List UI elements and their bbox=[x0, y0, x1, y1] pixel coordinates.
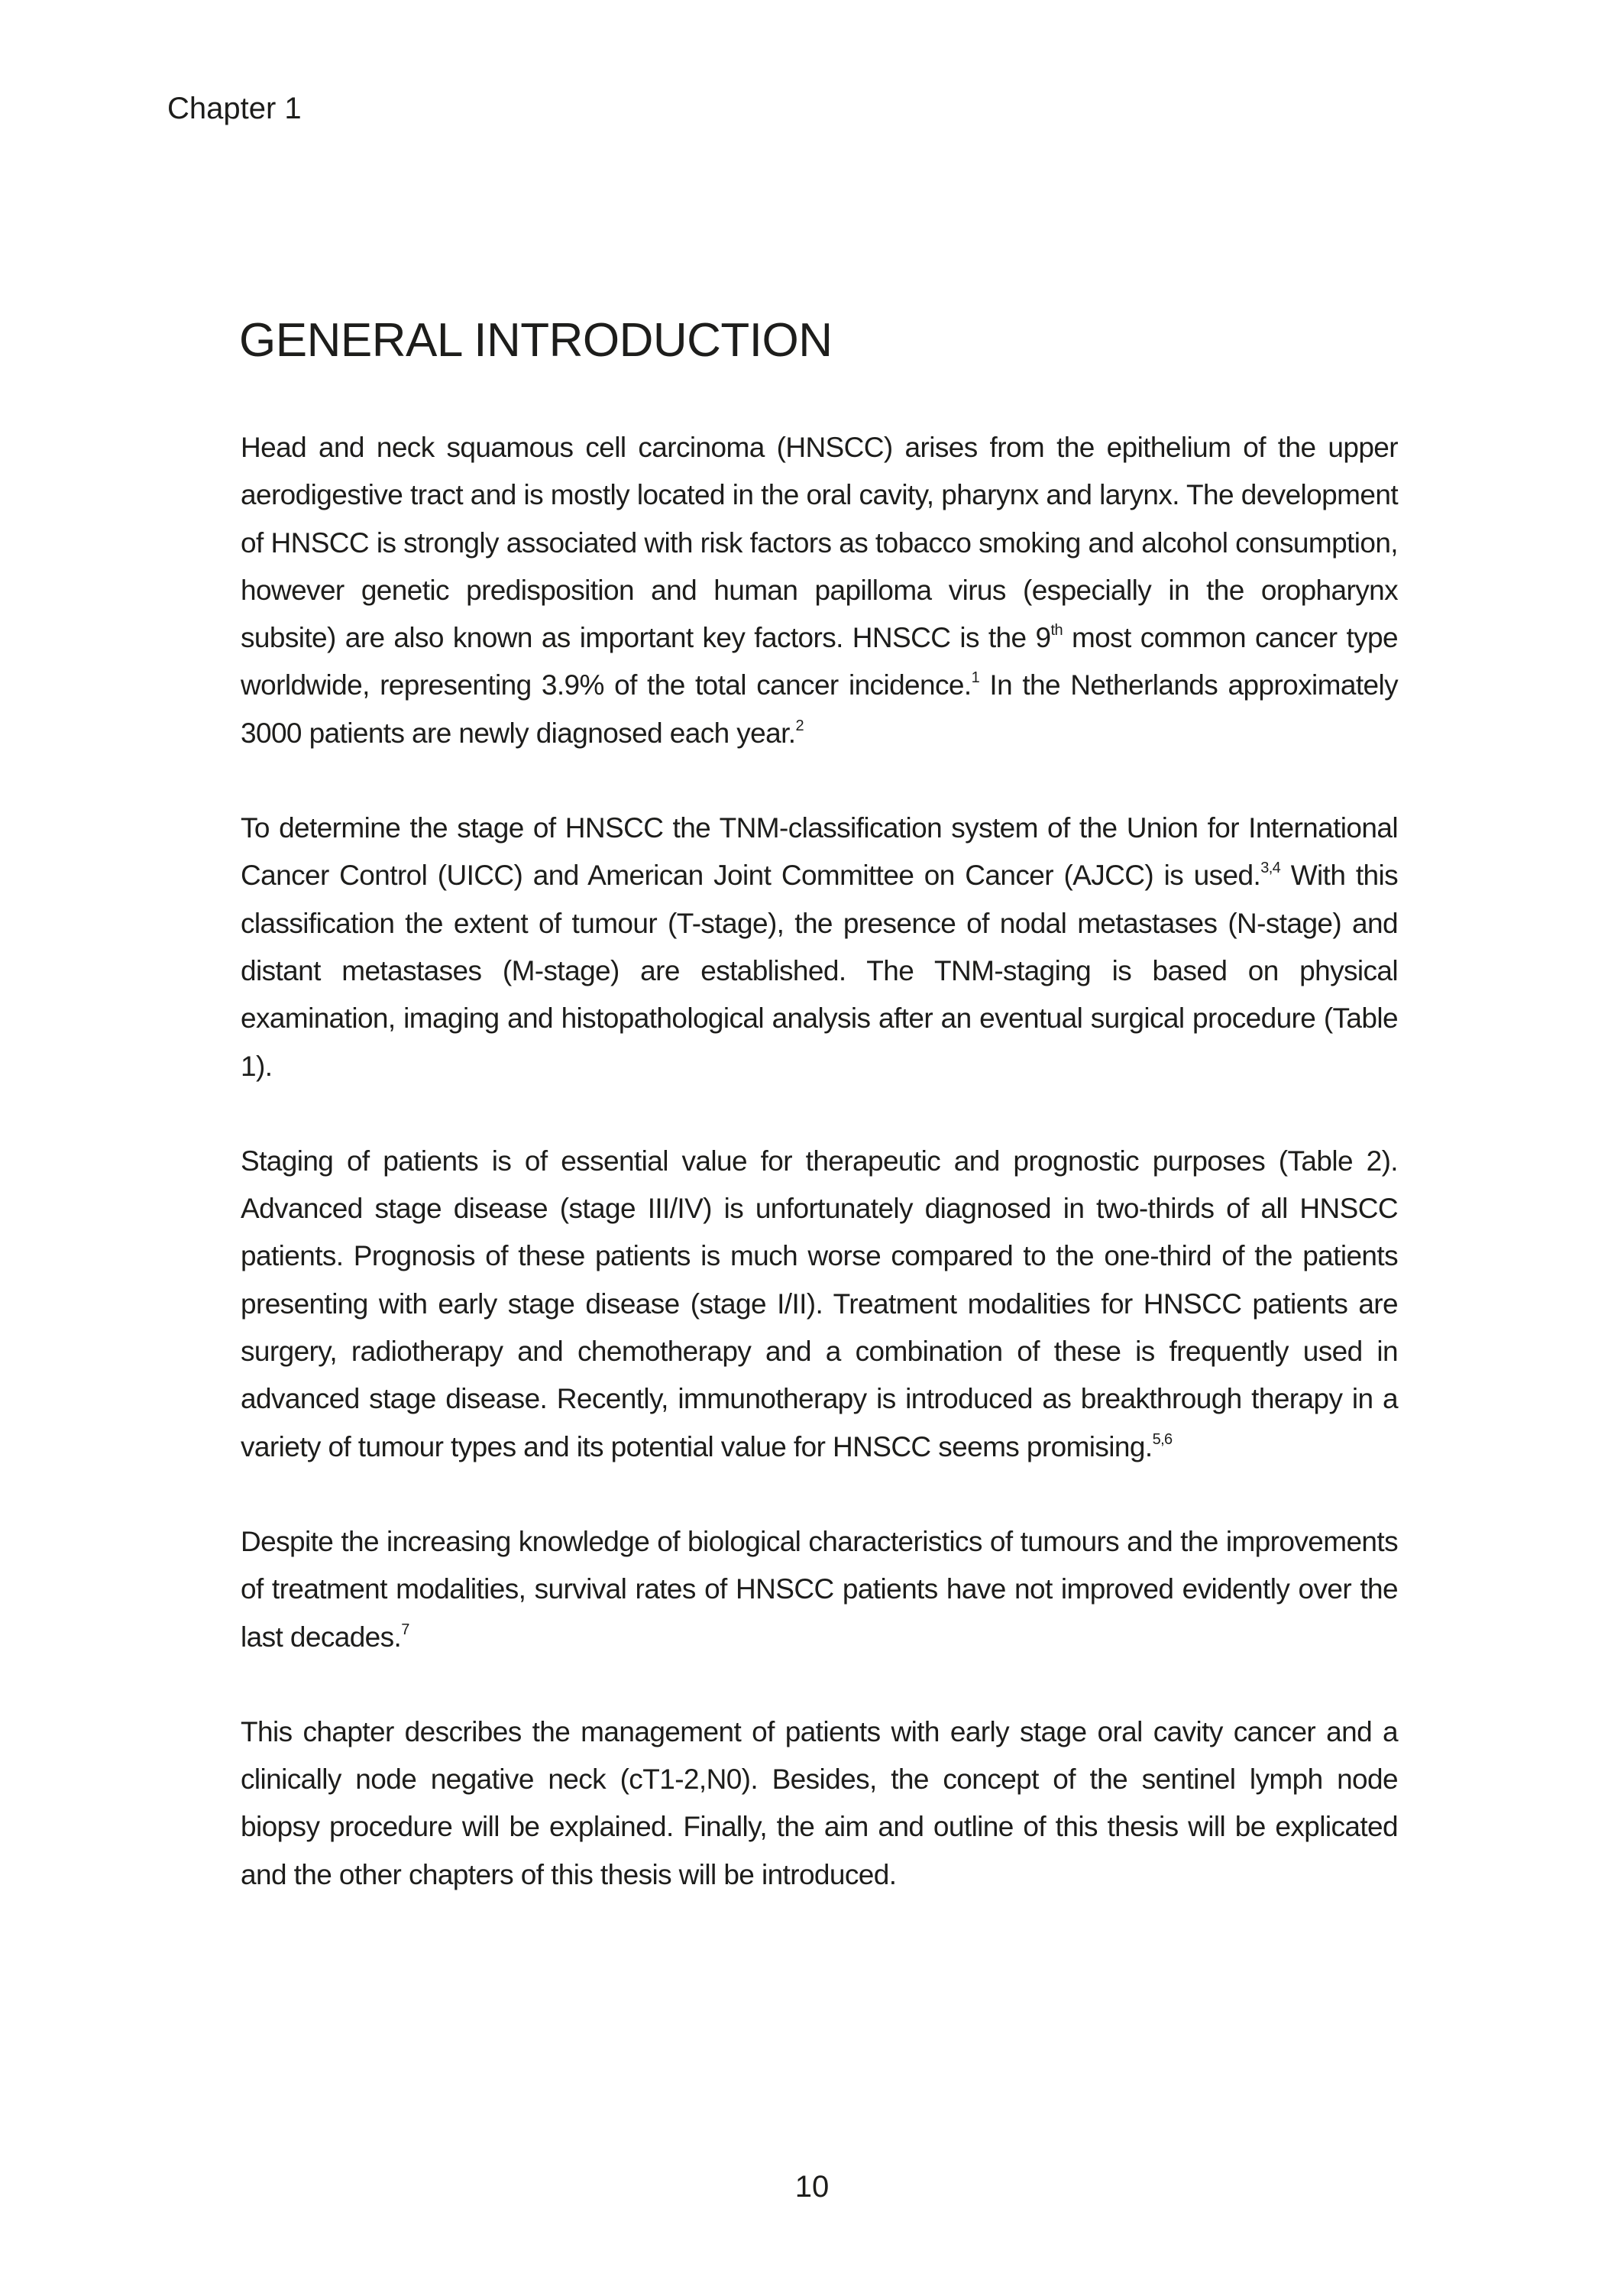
text-segment: To determine the stage of HNSCC the TNM-classification system of the Union for International Cancer Control (UICC) and American Joint Committee on Cancer (AJCC) is used. bbox=[241, 812, 1398, 892]
page-number: 10 bbox=[794, 2170, 830, 2204]
citation-superscript: 2 bbox=[795, 717, 804, 734]
text-segment: This chapter describes the management of patients with early stage oral cavity cancer and a clinically node negative neck (cT1-2,N0). Besides, the concept of the sentinel lymph node biopsy procedure will be explained. Finally, the aim and outline of this thesis will be explicated and the other chapters of this thesis will be introduced. bbox=[241, 1715, 1398, 1890]
ordinal-superscript: th bbox=[1050, 622, 1063, 640]
text-segment: In the Netherlands approximately 3000 patients are newly diagnosed each year. bbox=[241, 669, 1398, 749]
paragraph-survival bbox=[241, 1518, 1398, 1661]
paragraph-staging-treatment bbox=[241, 1138, 1398, 1471]
paragraph-hnscc-overview bbox=[241, 424, 1398, 757]
text-segment: Staging of patients is of essential value for therapeutic and prognostic purposes (Table 2). Advanced stage disease (stage III/IV) is unfortunately diagnosed in two-thirds of all HNSCC patients. Prognosis of these patients is much worse compared to the one-third of the patients presenting with early stage disease (stage I/II). Treatment modalities for HNSCC patients are surgery, radiotherapy and chemotherapy and a combination of these is frequently used in advanced stage disease. Recently, immunotherapy is introduced as breakthrough therapy in a variety of tumour types and its potential value for HNSCC seems promising. bbox=[241, 1145, 1398, 1462]
body-text bbox=[241, 424, 1398, 1946]
citation-superscript: 5,6 bbox=[1152, 1430, 1173, 1448]
citation-superscript: 3,4 bbox=[1260, 860, 1281, 877]
citation-superscript: 7 bbox=[401, 1621, 409, 1638]
text-segment: Despite the increasing knowledge of biological characteristics of tumours and the improvements of treatment modalities, survival rates of HNSCC patients have not improved evidently over the last decades. bbox=[241, 1525, 1398, 1653]
paragraph-tnm-staging bbox=[241, 805, 1398, 1090]
page-title: GENERAL INTRODUCTION bbox=[239, 314, 833, 367]
running-header-chapter: Chapter 1 bbox=[167, 92, 302, 125]
citation-superscript: 1 bbox=[971, 669, 980, 687]
text-segment: Head and neck squamous cell carcinoma (HNSCC) arises from the epithelium of the upper aerodigestive tract and is mostly located in the oral cavity, pharynx and larynx. The development of HNSCC is strongly associated with risk factors as tobacco smoking and alcohol consumption, however genetic predisposition and human papilloma virus (especially in the oropharynx subsite) are also known as important key factors. HNSCC is the 9 bbox=[241, 432, 1398, 654]
paragraph-chapter-outline bbox=[241, 1708, 1398, 1899]
text-segment: most common cancer type worldwide, representing 3.9% of the total cancer incidence. bbox=[241, 622, 1398, 701]
text-segment: With this classification the extent of tumour (T-stage), the presence of nodal metastases (N-stage) and distant metastases (M-stage) are established. The TNM-staging is based on physical examination, imaging and histopathological analysis after an eventual surgical procedure (Table 1). bbox=[241, 860, 1399, 1082]
